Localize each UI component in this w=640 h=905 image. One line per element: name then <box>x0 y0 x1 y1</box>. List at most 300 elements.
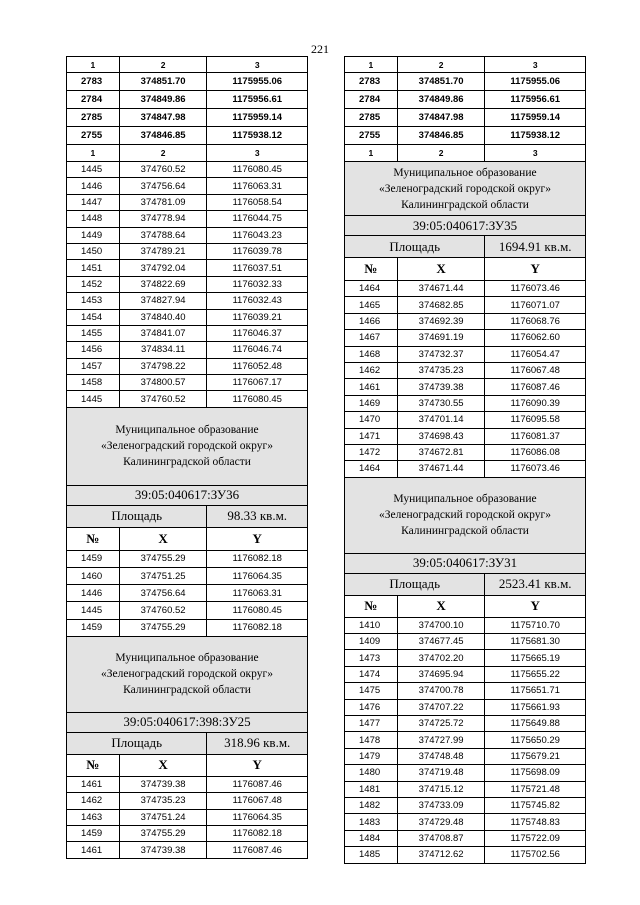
point-number-cell: 1461 <box>67 842 120 857</box>
x-coordinate-cell: 374798.22 <box>120 359 208 374</box>
area-row <box>344 236 586 258</box>
y-coordinate-cell: 1175748.83 <box>485 814 586 829</box>
area-value: 2523.41 кв.м. <box>485 574 586 595</box>
y-coordinate-cell: 1175959.14 <box>207 109 308 126</box>
header-cell: 3 <box>207 57 308 72</box>
y-coordinate-cell: 1175661.93 <box>485 700 586 715</box>
table-row <box>66 109 308 127</box>
x-coordinate-cell: 374739.38 <box>398 379 486 394</box>
point-number-cell: 1462 <box>345 363 398 378</box>
x-coordinate-cell: 374695.94 <box>398 667 486 682</box>
y-coordinate-cell: 1176087.46 <box>207 777 308 792</box>
x-coordinate-cell: 374788.64 <box>120 228 208 243</box>
x-coordinate-cell: 374735.23 <box>398 363 486 378</box>
number-column-header: № <box>67 755 120 776</box>
cadastral-number: 39:05:040617:398:ЗУ25 <box>66 713 308 733</box>
point-number-cell: 1477 <box>345 716 398 731</box>
y-coordinate-cell: 1175721.48 <box>485 782 586 797</box>
number-column-header: № <box>345 596 398 617</box>
header-cell: 3 <box>485 145 586 161</box>
y-coordinate-cell: 1175956.61 <box>485 91 586 108</box>
point-number-cell: 2784 <box>67 91 120 108</box>
table-row <box>66 127 308 145</box>
x-coordinate-cell: 374671.44 <box>398 281 486 296</box>
y-coordinate-cell: 1175681.30 <box>485 634 586 649</box>
table-row <box>344 765 586 781</box>
point-number-cell: 2785 <box>345 109 398 126</box>
point-number-cell: 1464 <box>345 281 398 296</box>
x-coordinate-cell: 374729.48 <box>398 814 486 829</box>
y-coordinate-cell: 1175655.22 <box>485 667 586 682</box>
point-number-cell: 1446 <box>67 585 120 601</box>
coordinate-rows <box>344 281 586 478</box>
y-coordinate-cell: 1176039.21 <box>207 310 308 325</box>
x-coordinate-cell: 374760.52 <box>120 602 208 618</box>
point-number-cell: 1454 <box>67 310 120 325</box>
x-coordinate-cell: 374851.70 <box>120 73 208 90</box>
table-row <box>66 375 308 391</box>
x-coordinate-cell: 374700.78 <box>398 683 486 698</box>
x-coordinate-cell: 374739.38 <box>120 777 208 792</box>
table-row <box>344 330 586 346</box>
table-row <box>344 127 586 145</box>
x-column-header: X <box>398 596 486 617</box>
table-row <box>66 195 308 211</box>
x-coordinate-cell: 374760.52 <box>120 162 208 177</box>
table-row <box>66 551 308 568</box>
y-coordinate-cell: 1175702.56 <box>485 847 586 862</box>
municipality-line: Муниципальное образование <box>115 424 259 437</box>
table-row <box>344 618 586 634</box>
area-label: Площадь <box>67 506 207 527</box>
point-number-cell: 2783 <box>67 73 120 90</box>
y-coordinate-cell: 1176044.75 <box>207 211 308 226</box>
table-row <box>66 568 308 585</box>
x-column-header: X <box>120 528 208 550</box>
table-row <box>344 650 586 666</box>
x-coordinate-cell: 374755.29 <box>120 826 208 841</box>
municipality-line: Калининградской области <box>123 456 251 469</box>
y-coordinate-cell: 1176081.37 <box>485 429 586 444</box>
point-number-cell: 1458 <box>67 375 120 390</box>
table-row <box>66 293 308 309</box>
table-row <box>344 91 586 109</box>
table-row <box>344 445 586 461</box>
y-coordinate-cell: 1176058.54 <box>207 195 308 210</box>
point-number-cell: 1478 <box>345 732 398 747</box>
point-number-cell: 1410 <box>345 618 398 633</box>
y-coordinate-cell: 1176067.17 <box>207 375 308 390</box>
point-number-cell: 1463 <box>67 810 120 825</box>
point-number-cell: 1473 <box>345 650 398 665</box>
y-coordinate-cell: 1175665.19 <box>485 650 586 665</box>
x-coordinate-cell: 374712.62 <box>398 847 486 862</box>
point-number-cell: 1452 <box>67 277 120 292</box>
x-coordinate-cell: 374732.37 <box>398 347 486 362</box>
municipality-line: Калининградской области <box>123 684 251 697</box>
area-value: 98.33 кв.м. <box>207 506 308 527</box>
number-column-header: № <box>345 258 398 280</box>
point-number-cell: 1446 <box>67 178 120 193</box>
point-number-cell: 1409 <box>345 634 398 649</box>
left-column <box>66 56 308 859</box>
y-coordinate-cell: 1176095.58 <box>485 412 586 427</box>
x-coordinate-cell: 374760.52 <box>120 391 208 406</box>
y-coordinate-cell: 1176067.48 <box>207 793 308 808</box>
x-coordinate-cell: 374671.44 <box>398 461 486 476</box>
point-number-cell: 1451 <box>67 260 120 275</box>
table-row <box>66 228 308 244</box>
x-coordinate-cell: 374730.55 <box>398 396 486 411</box>
table-row <box>66 602 308 619</box>
x-coordinate-cell: 374846.85 <box>120 127 208 144</box>
point-number-cell: 1475 <box>345 683 398 698</box>
point-number-cell: 1464 <box>345 461 398 476</box>
xy-header <box>66 755 308 777</box>
table-row <box>344 314 586 330</box>
y-coordinate-cell: 1176052.48 <box>207 359 308 374</box>
table-row <box>344 396 586 412</box>
x-coordinate-cell: 374778.94 <box>120 211 208 226</box>
x-coordinate-cell: 374800.57 <box>120 375 208 390</box>
municipality-line: Муниципальное образование <box>393 166 537 179</box>
header-cell: 1 <box>345 145 398 161</box>
point-number-cell: 1484 <box>345 831 398 846</box>
x-coordinate-cell: 374701.14 <box>398 412 486 427</box>
x-coordinate-cell: 374827.94 <box>120 293 208 308</box>
x-coordinate-cell: 374677.45 <box>398 634 486 649</box>
y-column-header: Y <box>207 528 308 550</box>
table-row <box>66 777 308 793</box>
x-coordinate-cell: 374781.09 <box>120 195 208 210</box>
cadastral-number: 39:05:040617:ЗУ36 <box>66 486 308 506</box>
table-row <box>344 683 586 699</box>
table-row <box>344 347 586 363</box>
table-row <box>344 700 586 716</box>
point-number-cell: 1467 <box>345 330 398 345</box>
table-row <box>344 73 586 91</box>
x-coordinate-cell: 374715.12 <box>398 782 486 797</box>
column-number-header <box>66 56 308 73</box>
x-coordinate-cell: 374755.29 <box>120 551 208 567</box>
table-row <box>344 461 586 477</box>
point-number-cell: 1466 <box>345 314 398 329</box>
table-row <box>344 831 586 847</box>
x-coordinate-cell: 374727.99 <box>398 732 486 747</box>
y-coordinate-cell: 1176043.23 <box>207 228 308 243</box>
y-coordinate-cell: 1175955.06 <box>207 73 308 90</box>
table-row <box>344 297 586 313</box>
y-coordinate-cell: 1175938.12 <box>485 127 586 144</box>
area-label: Площадь <box>345 236 485 257</box>
y-coordinate-cell: 1175710.70 <box>485 618 586 633</box>
table-row <box>66 391 308 407</box>
x-coordinate-cell: 374789.21 <box>120 244 208 259</box>
header-cell: 3 <box>207 145 308 161</box>
header-cell: 1 <box>67 57 120 72</box>
table-row <box>344 749 586 765</box>
area-row <box>344 574 586 596</box>
x-coordinate-cell: 374725.72 <box>398 716 486 731</box>
xy-header <box>66 528 308 551</box>
municipality-line: «Зеленоградский городской округ» <box>379 182 551 195</box>
table-row <box>66 211 308 227</box>
y-coordinate-cell: 1176080.45 <box>207 602 308 618</box>
table-row <box>66 310 308 326</box>
x-coordinate-cell: 374755.29 <box>120 620 208 636</box>
area-row <box>66 506 308 528</box>
table-row <box>66 793 308 809</box>
point-number-cell: 1470 <box>345 412 398 427</box>
table-row <box>344 798 586 814</box>
y-coordinate-cell: 1175650.29 <box>485 732 586 747</box>
y-coordinate-cell: 1176032.43 <box>207 293 308 308</box>
y-coordinate-cell: 1176046.74 <box>207 342 308 357</box>
point-number-cell: 1459 <box>67 551 120 567</box>
y-column-header: Y <box>485 596 586 617</box>
y-coordinate-cell: 1176064.35 <box>207 810 308 825</box>
x-coordinate-cell: 374834.11 <box>120 342 208 357</box>
table-row <box>344 379 586 395</box>
y-coordinate-cell: 1176073.46 <box>485 461 586 476</box>
x-coordinate-cell: 374846.85 <box>398 127 486 144</box>
header-cell: 1 <box>345 57 398 72</box>
area-row <box>66 733 308 755</box>
y-coordinate-cell: 1176080.45 <box>207 162 308 177</box>
y-coordinate-cell: 1175938.12 <box>207 127 308 144</box>
municipality-line: Муниципальное образование <box>115 652 259 665</box>
x-coordinate-cell: 374847.98 <box>120 109 208 126</box>
y-coordinate-cell: 1175679.21 <box>485 749 586 764</box>
table-row <box>66 73 308 91</box>
point-number-cell: 1460 <box>67 568 120 584</box>
point-number-cell: 1461 <box>345 379 398 394</box>
point-number-cell: 1453 <box>67 293 120 308</box>
y-coordinate-cell: 1176046.37 <box>207 326 308 341</box>
point-number-cell: 2785 <box>67 109 120 126</box>
table-row <box>344 814 586 830</box>
cadastral-number: 39:05:040617:ЗУ31 <box>344 554 586 574</box>
y-coordinate-cell: 1176039.78 <box>207 244 308 259</box>
x-coordinate-cell: 374756.64 <box>120 178 208 193</box>
x-coordinate-cell: 374792.04 <box>120 260 208 275</box>
point-number-cell: 1471 <box>345 429 398 444</box>
table-row <box>66 842 308 858</box>
point-number-cell: 1482 <box>345 798 398 813</box>
y-coordinate-cell: 1176080.45 <box>207 391 308 406</box>
table-row <box>66 244 308 260</box>
xy-header <box>344 258 586 281</box>
point-number-cell: 1476 <box>345 700 398 715</box>
y-coordinate-cell: 1176082.18 <box>207 551 308 567</box>
x-coordinate-cell: 374733.09 <box>398 798 486 813</box>
municipality-line: «Зеленоградский городской округ» <box>379 509 551 522</box>
point-number-cell: 1465 <box>345 297 398 312</box>
table-row <box>344 281 586 297</box>
x-coordinate-cell: 374851.70 <box>398 73 486 90</box>
x-coordinate-cell: 374748.48 <box>398 749 486 764</box>
x-coordinate-cell: 374700.10 <box>398 618 486 633</box>
point-number-cell: 1474 <box>345 667 398 682</box>
y-coordinate-cell: 1176063.31 <box>207 178 308 193</box>
x-coordinate-cell: 374756.64 <box>120 585 208 601</box>
point-number-cell: 1480 <box>345 765 398 780</box>
municipality-line: «Зеленоградский городской округ» <box>101 440 273 453</box>
point-number-cell: 1481 <box>345 782 398 797</box>
x-coordinate-cell: 374751.25 <box>120 568 208 584</box>
table-row <box>344 732 586 748</box>
xy-header <box>344 596 586 618</box>
x-coordinate-cell: 374682.85 <box>398 297 486 312</box>
table-row <box>344 716 586 732</box>
point-number-cell: 1472 <box>345 445 398 460</box>
table-row <box>66 585 308 602</box>
point-number-cell: 2755 <box>67 127 120 144</box>
x-column-header: X <box>120 755 208 776</box>
point-number-cell: 1449 <box>67 228 120 243</box>
x-coordinate-cell: 374751.24 <box>120 810 208 825</box>
table-row <box>66 277 308 293</box>
header-cell: 2 <box>120 57 208 72</box>
table-row <box>66 826 308 842</box>
point-number-cell: 2755 <box>345 127 398 144</box>
point-number-cell: 1445 <box>67 391 120 406</box>
x-coordinate-cell: 374841.07 <box>120 326 208 341</box>
header-cell: 2 <box>398 145 486 161</box>
header-cell: 1 <box>67 145 120 161</box>
table-row <box>66 91 308 109</box>
table-row <box>344 429 586 445</box>
page-number: 221 <box>311 42 329 56</box>
table-row <box>344 847 586 863</box>
point-number-cell: 1456 <box>67 342 120 357</box>
coordinate-rows <box>66 162 308 408</box>
y-coordinate-cell: 1175698.09 <box>485 765 586 780</box>
x-coordinate-cell: 374692.39 <box>398 314 486 329</box>
coordinate-rows <box>344 618 586 864</box>
y-coordinate-cell: 1176090.39 <box>485 396 586 411</box>
point-number-cell: 1459 <box>67 620 120 636</box>
area-value: 1694.91 кв.м. <box>485 236 586 257</box>
point-number-cell: 1448 <box>67 211 120 226</box>
table-row <box>344 782 586 798</box>
x-coordinate-cell: 374739.38 <box>120 842 208 857</box>
area-label: Площадь <box>67 733 207 754</box>
municipality-block <box>344 162 586 216</box>
point-number-cell: 1479 <box>345 749 398 764</box>
municipality-line: Муниципальное образование <box>393 493 537 506</box>
x-coordinate-cell: 374822.69 <box>120 277 208 292</box>
point-number-cell: 1445 <box>67 602 120 618</box>
top-rows <box>344 73 586 145</box>
y-coordinate-cell: 1176086.08 <box>485 445 586 460</box>
point-number-cell: 1483 <box>345 814 398 829</box>
y-coordinate-cell: 1175651.71 <box>485 683 586 698</box>
y-coordinate-cell: 1176087.46 <box>207 842 308 857</box>
point-number-cell: 1468 <box>345 347 398 362</box>
x-coordinate-cell: 374708.87 <box>398 831 486 846</box>
table-row <box>66 359 308 375</box>
table-row <box>344 109 586 127</box>
x-coordinate-cell: 374691.19 <box>398 330 486 345</box>
x-column-header: X <box>398 258 486 280</box>
y-coordinate-cell: 1175745.82 <box>485 798 586 813</box>
y-column-header: Y <box>485 258 586 280</box>
right-column <box>344 56 586 864</box>
y-coordinate-cell: 1176062.60 <box>485 330 586 345</box>
area-value: 318.96 кв.м. <box>207 733 308 754</box>
table-row <box>66 620 308 637</box>
y-coordinate-cell: 1176071.07 <box>485 297 586 312</box>
y-coordinate-cell: 1176087.46 <box>485 379 586 394</box>
point-number-cell: 1485 <box>345 847 398 862</box>
top-rows <box>66 73 308 145</box>
y-coordinate-cell: 1176032.33 <box>207 277 308 292</box>
point-number-cell: 1445 <box>67 162 120 177</box>
municipality-line: Калининградской области <box>401 198 529 211</box>
x-coordinate-cell: 374707.22 <box>398 700 486 715</box>
y-coordinate-cell: 1175722.09 <box>485 831 586 846</box>
header-cell: 3 <box>485 57 586 72</box>
y-coordinate-cell: 1175959.14 <box>485 109 586 126</box>
y-coordinate-cell: 1176073.46 <box>485 281 586 296</box>
x-coordinate-cell: 374702.20 <box>398 650 486 665</box>
y-coordinate-cell: 1175955.06 <box>485 73 586 90</box>
point-number-cell: 1450 <box>67 244 120 259</box>
x-coordinate-cell: 374847.98 <box>398 109 486 126</box>
x-coordinate-cell: 374735.23 <box>120 793 208 808</box>
point-number-cell: 1461 <box>67 777 120 792</box>
table-row <box>66 810 308 826</box>
y-column-header: Y <box>207 755 308 776</box>
cadastral-number: 39:05:040617:ЗУ35 <box>344 216 586 236</box>
point-number-cell: 1462 <box>67 793 120 808</box>
municipality-block <box>66 408 308 486</box>
y-coordinate-cell: 1175956.61 <box>207 91 308 108</box>
table-row <box>344 634 586 650</box>
x-coordinate-cell: 374719.48 <box>398 765 486 780</box>
header-cell: 2 <box>120 145 208 161</box>
table-row <box>66 162 308 178</box>
column-number-header <box>344 56 586 73</box>
table-row <box>66 260 308 276</box>
y-coordinate-cell: 1176063.31 <box>207 585 308 601</box>
y-coordinate-cell: 1176054.47 <box>485 347 586 362</box>
table-row <box>344 667 586 683</box>
x-coordinate-cell: 374698.43 <box>398 429 486 444</box>
municipality-line: «Зеленоградский городской округ» <box>101 668 273 681</box>
area-label: Площадь <box>345 574 485 595</box>
x-coordinate-cell: 374840.40 <box>120 310 208 325</box>
y-coordinate-cell: 1175649.88 <box>485 716 586 731</box>
point-number-cell: 2783 <box>345 73 398 90</box>
point-number-cell: 1447 <box>67 195 120 210</box>
point-number-cell: 1469 <box>345 396 398 411</box>
y-coordinate-cell: 1176082.18 <box>207 826 308 841</box>
y-coordinate-cell: 1176082.18 <box>207 620 308 636</box>
table-row <box>66 178 308 194</box>
coordinate-rows <box>66 777 308 859</box>
table-row <box>344 363 586 379</box>
point-number-cell: 1459 <box>67 826 120 841</box>
header-cell: 2 <box>398 57 486 72</box>
y-coordinate-cell: 1176068.76 <box>485 314 586 329</box>
x-coordinate-cell: 374849.86 <box>120 91 208 108</box>
x-coordinate-cell: 374849.86 <box>398 91 486 108</box>
municipality-block <box>344 478 586 554</box>
coordinate-rows <box>66 551 308 637</box>
number-column-header: № <box>67 528 120 550</box>
